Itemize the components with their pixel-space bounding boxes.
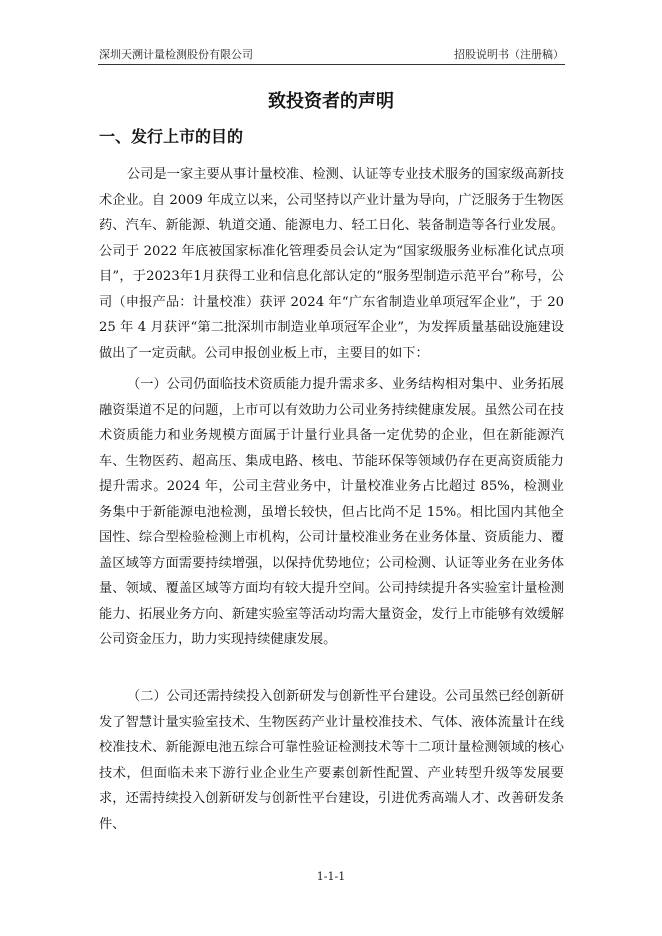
page-header	[99, 47, 564, 63]
header-document-type: 招股说明书（注册稿）	[454, 48, 564, 61]
paragraph-intro: 公司是一家主要从事计量校准、检测、认证等专业技术服务的国家级高新技术企业。自 2009 年成立以来，公司坚持以产业计量为导向，广泛服务于生物医药、汽车、新能源、轨道交通、能源电力、轻工日化、装备制造等各行业发展。公司于 2022 年底被国家标准化管理委员会认定为“国家级服务业标准化试点项目”，于2023年1月获得工业和信息化部认定的“服务型制造示范平台”称号，公司（申报产品：计量校准）获评 2024 年“广东省制造业单项冠军企业”，于 2025 年 4 月获评“第二批深圳市制造业单项冠军企业”，为发挥质量基础设施建设做出了一定贡献。公司申报创业板上市，主要目的如下：	[99, 167, 564, 361]
paragraph-point-two: （二）公司还需持续投入创新研发与创新性平台建设。公司虽然已经创新研发了智慧计量实验室技术、生物医药产业计量校准技术、气体、液体流量计在线校准技术、新能源电池五综合可靠性验证检测技术等十二项计量检测领域的核心技术，但面临未来下游行业企业生产要素创新性配置、产业转型升级等发展要求，还需持续投入创新研发与创新性平台建设，引进优秀高端人才、改善研发条件、	[99, 689, 564, 832]
header-company-name: 深圳天溯计量检测股份有限公司	[99, 48, 253, 61]
header-divider	[98, 64, 565, 65]
page-number: 1-1-1	[316, 870, 346, 883]
section-heading: 一、发行上市的目的	[99, 127, 244, 146]
paragraph-point-one: （一）公司仍面临技术资质能力提升需求多、业务结构相对集中、业务拓展融资渠道不足的问题，上市可以有效助力公司业务持续健康发展。虽然公司在技术资质能力和业务规模方面属于计量行业具备一定优势的企业，但在新能源汽车、生物医药、超高压、集成电路、核电、节能环保等领域仍存在更高资质能力提升需求。2024 年，公司主营业务中，计量校准业务占比超过 85%，检测业务集中于新能源电池检测，虽增长较快，但占比尚不足 15%。相比国内其他全国性、综合型检验检测上市机构，公司计量校准业务在业务体量、资质能力、覆盖区域等方面需要持续增强，以保持优势地位；公司检测、认证等业务在业务体量、领域、覆盖区域等方面均有较大提升空间。公司持续提升各实验室计量检测能力、拓展业务方向、新建实验室等活动均需大量资金，发行上市能够有效缓解公司资金压力，助力实现持续健康发展。	[99, 377, 564, 647]
page-title: 致投资者的声明	[268, 91, 394, 112]
